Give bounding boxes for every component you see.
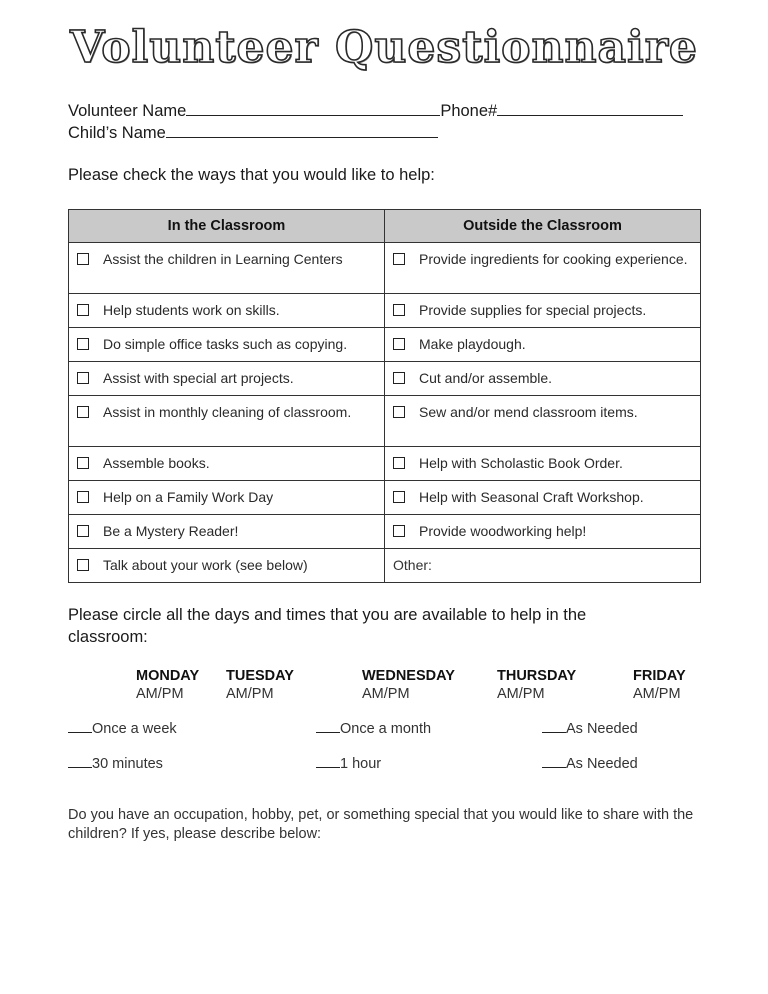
option-cell[interactable] [385, 328, 701, 362]
table-row [69, 481, 701, 515]
checkbox-icon[interactable] [77, 253, 89, 265]
day-ampm[interactable]: AM/PM [362, 686, 410, 702]
day-ampm[interactable]: AM/PM [633, 686, 681, 702]
checkbox-icon[interactable] [77, 559, 89, 571]
frequency-blank[interactable] [68, 720, 92, 733]
option-cell[interactable] [69, 362, 385, 396]
option-label: Assist the children in Learning Centers [103, 251, 343, 267]
day-wednesday[interactable] [362, 667, 455, 703]
checkbox-icon[interactable] [77, 338, 89, 350]
child-name-field[interactable] [68, 123, 438, 143]
duration-option[interactable] [68, 755, 163, 772]
duration-blank[interactable] [316, 755, 340, 768]
day-ampm[interactable]: AM/PM [497, 686, 545, 702]
option-label: Provide supplies for special projects. [419, 302, 647, 318]
table-row [69, 294, 701, 328]
option-cell[interactable] [69, 328, 385, 362]
day-name: MONDAY [136, 668, 200, 684]
option-cell[interactable] [385, 294, 701, 328]
duration-blank[interactable] [542, 755, 566, 768]
option-cell[interactable] [69, 549, 385, 583]
duration-option[interactable] [316, 755, 381, 772]
option-cell[interactable] [385, 481, 701, 515]
checkbox-icon[interactable] [393, 304, 405, 316]
option-label: Cut and/or assemble. [419, 370, 553, 386]
frequency-option[interactable] [316, 720, 431, 737]
duration-label: 1 hour [340, 756, 382, 772]
checkbox-icon[interactable] [77, 457, 89, 469]
option-label: Do simple office tasks such as copying. [103, 336, 348, 352]
checkbox-icon[interactable] [77, 372, 89, 384]
option-label: Assemble books. [103, 455, 210, 471]
option-cell[interactable] [69, 481, 385, 515]
table-row [69, 515, 701, 549]
checkbox-icon[interactable] [393, 406, 405, 418]
option-label: Help on a Family Work Day [103, 489, 274, 505]
checkbox-icon[interactable] [393, 372, 405, 384]
page-title: Volunteer Questionnaire [70, 22, 698, 73]
option-label: Talk about your work (see below) [103, 557, 308, 573]
checkbox-icon[interactable] [393, 253, 405, 265]
table-row [69, 328, 701, 362]
checkbox-icon[interactable] [393, 457, 405, 469]
option-cell[interactable] [385, 515, 701, 549]
checkbox-icon[interactable] [393, 525, 405, 537]
frequency-label: Once a week [92, 721, 177, 737]
frequency-label: As Needed [566, 721, 638, 737]
child-name-blank[interactable] [166, 123, 438, 138]
checkbox-icon[interactable] [77, 406, 89, 418]
phone-label: Phone# [440, 102, 498, 120]
option-cell[interactable] [69, 515, 385, 549]
frequency-blank[interactable] [542, 720, 566, 733]
frequency-blank[interactable] [316, 720, 340, 733]
header-in-classroom: In the Classroom [69, 210, 385, 243]
duration-blank[interactable] [68, 755, 92, 768]
table-row [69, 396, 701, 447]
option-cell[interactable] [69, 396, 385, 447]
table-row [69, 549, 701, 583]
option-cell[interactable] [385, 396, 701, 447]
day-monday[interactable] [136, 667, 199, 703]
option-cell[interactable] [69, 243, 385, 294]
volunteer-name-label: Volunteer Name [68, 102, 187, 120]
option-cell[interactable] [69, 447, 385, 481]
option-label: Help with Scholastic Book Order. [419, 455, 623, 471]
option-label: Assist with special art projects. [103, 370, 294, 386]
day-name: WEDNESDAY [362, 668, 455, 684]
day-ampm[interactable]: AM/PM [136, 686, 184, 702]
option-label: Provide woodworking help! [419, 523, 587, 539]
header-outside-classroom: Outside the Classroom [385, 210, 701, 243]
phone-blank[interactable] [497, 101, 683, 116]
option-label: Be a Mystery Reader! [103, 523, 239, 539]
option-label: Sew and/or mend classroom items. [419, 404, 638, 420]
duration-label: As Needed [566, 756, 638, 772]
availability-prompt: Please circle all the days and times that you are available to help in the classroom: [68, 606, 587, 646]
option-label: Help with Seasonal Craft Workshop. [419, 489, 644, 505]
day-name: FRIDAY [633, 668, 686, 684]
volunteer-name-field[interactable] [68, 101, 683, 121]
volunteer-name-blank[interactable] [186, 101, 440, 116]
other-cell[interactable] [385, 549, 701, 583]
table-header-row [69, 210, 701, 243]
checkbox-icon[interactable] [77, 525, 89, 537]
checkbox-icon[interactable] [393, 338, 405, 350]
duration-label: 30 minutes [92, 756, 163, 772]
frequency-option[interactable] [542, 720, 638, 737]
checkbox-icon[interactable] [77, 491, 89, 503]
option-cell[interactable] [385, 243, 701, 294]
checkbox-icon[interactable] [393, 491, 405, 503]
duration-option[interactable] [542, 755, 638, 772]
day-name: THURSDAY [497, 668, 577, 684]
share-question: Do you have an occupation, hobby, pet, or something special that you would like to share with the children? If yes, please describe below: [68, 807, 694, 842]
table-row [69, 447, 701, 481]
day-thursday[interactable] [497, 667, 576, 703]
frequency-label: Once a month [340, 721, 432, 737]
option-cell[interactable] [69, 294, 385, 328]
child-name-label: Child’s Name [68, 124, 166, 142]
day-friday[interactable] [633, 667, 686, 703]
frequency-option[interactable] [68, 720, 177, 737]
table-row [69, 243, 701, 294]
option-label: Assist in monthly cleaning of classroom. [103, 404, 352, 420]
other-label: Other: [393, 557, 432, 573]
option-label: Provide ingredients for cooking experience. [419, 251, 688, 267]
day-tuesday[interactable] [226, 667, 294, 703]
help-options-table [68, 209, 701, 583]
option-cell[interactable] [385, 362, 701, 396]
option-cell[interactable] [385, 447, 701, 481]
day-name: TUESDAY [226, 668, 294, 684]
option-label: Make playdough. [419, 336, 526, 352]
option-label: Help students work on skills. [103, 302, 280, 318]
checkbox-icon[interactable] [77, 304, 89, 316]
help-prompt: Please check the ways that you would like to help: [68, 166, 435, 184]
day-ampm[interactable]: AM/PM [226, 686, 274, 702]
table-row [69, 362, 701, 396]
